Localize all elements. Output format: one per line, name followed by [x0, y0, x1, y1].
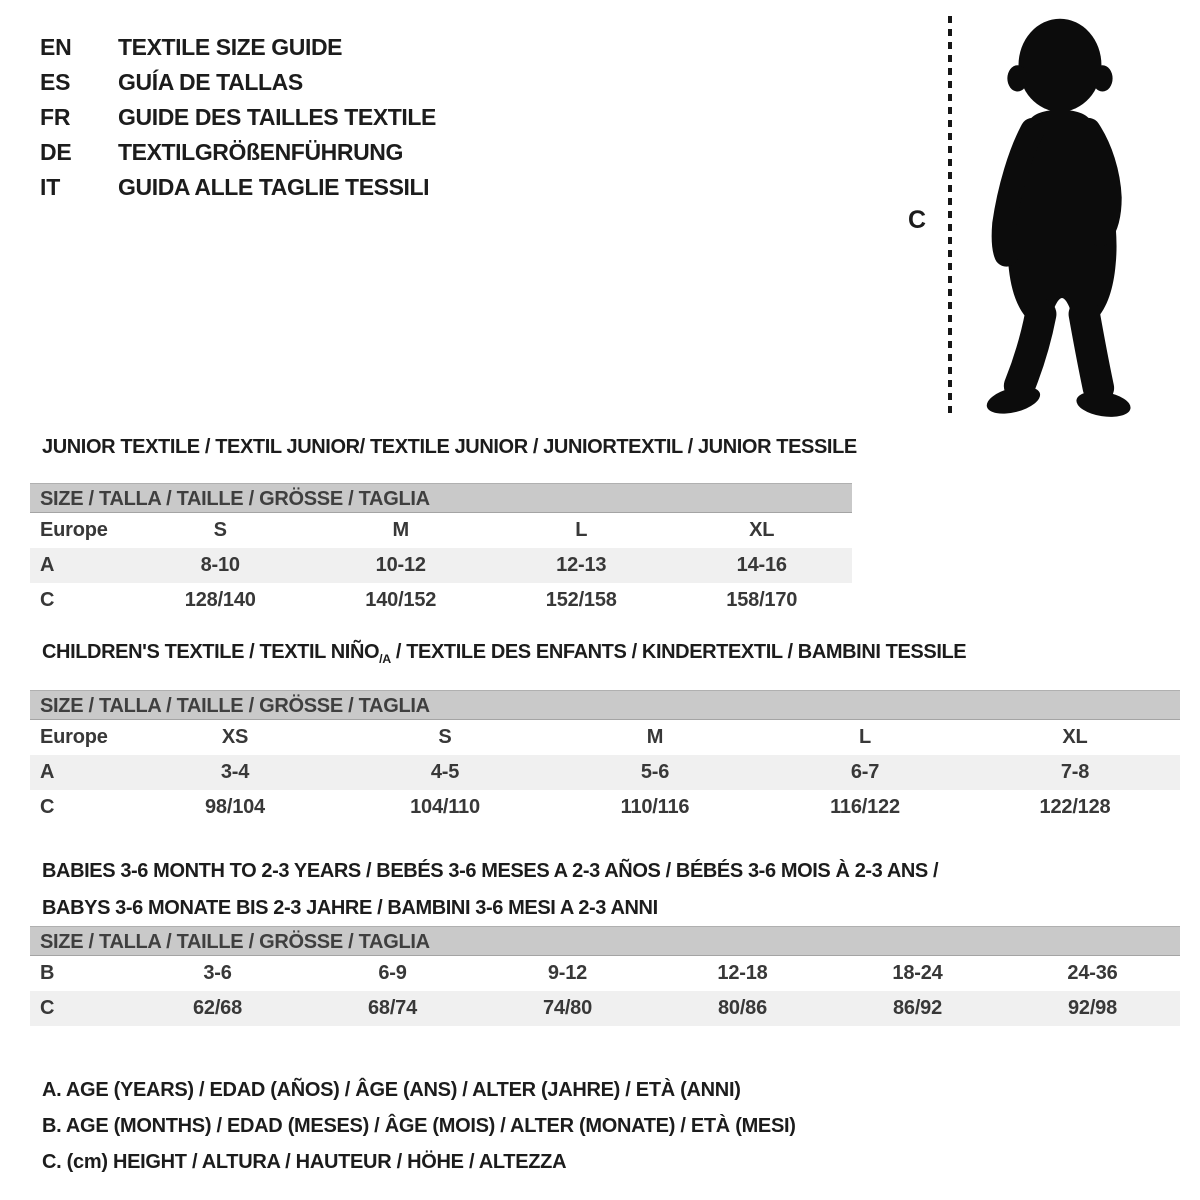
height-measure-line [948, 16, 952, 416]
table-cell: 92/98 [1067, 997, 1118, 1019]
children-heading-part1: CHILDREN'S TEXTILE / TEXTIL NIÑO [42, 641, 380, 663]
footnote: C. (cm) HEIGHT / ALTURA / HAUTEUR / HÖHE / ALTEZZA [42, 1151, 567, 1173]
table-cell: 104/110 [410, 796, 480, 818]
junior-section-heading: JUNIOR TEXTILE / TEXTIL JUNIOR/ TEXTILE JUNIOR / JUNIORTEXTIL / JUNIOR TESSILE [42, 436, 857, 458]
row-label: A [40, 761, 55, 783]
row-label: B [40, 962, 55, 984]
language-title: GUIDE DES TAILLES TEXTILE [118, 104, 436, 130]
table-row [30, 991, 1180, 1026]
table-cell: 74/80 [542, 997, 593, 1019]
table-cell: XL [1062, 726, 1088, 748]
language-title: GUIDA ALLE TAGLIE TESSILI [118, 174, 430, 200]
row-label: A [40, 554, 55, 576]
language-row [40, 65, 560, 100]
language-title: GUÍA DE TALLAS [118, 69, 303, 95]
table-cell: 140/152 [365, 589, 437, 611]
toddler-silhouette-icon [976, 14, 1148, 420]
table-cell: L [858, 726, 872, 748]
table-cell: 62/68 [192, 997, 243, 1019]
table-cell: 68/74 [367, 997, 418, 1019]
row-label: Europe [40, 519, 108, 541]
footnote: A. AGE (YEARS) / EDAD (AÑOS) / ÂGE (ANS) / ALTER (JAHRE) / ETÀ (ANNI) [42, 1079, 741, 1101]
table-cell: XS [221, 726, 249, 748]
table-cell: 6-9 [378, 962, 407, 984]
table-cell: 9-12 [547, 962, 588, 984]
language-row [40, 135, 560, 170]
footnotes [42, 1072, 796, 1180]
table-cell: 3-4 [220, 761, 250, 783]
junior-size-table [30, 483, 852, 618]
height-measure-label: C [908, 206, 926, 234]
language-code: FR [40, 104, 71, 130]
row-label: C [40, 589, 55, 611]
table-cell: 86/92 [892, 997, 943, 1019]
table-size-header: SIZE / TALLA / TAILLE / GRÖSSE / TAGLIA [30, 690, 1180, 720]
table-cell: 4-5 [430, 761, 460, 783]
table-row [30, 513, 852, 548]
children-heading-part2: / TEXTILE DES ENFANTS / KINDERTEXTIL / BAMBINI TESSILE [390, 641, 967, 663]
children-heading-subscript: /A [379, 652, 391, 666]
row-label: C [40, 796, 55, 818]
table-cell: 18-24 [892, 962, 943, 984]
table-row [30, 956, 1180, 991]
babies-size-table [30, 926, 1180, 1026]
table-cell: 10-12 [375, 554, 426, 576]
babies-heading-line1: BABIES 3-6 MONTH TO 2-3 YEARS / BEBÉS 3-6 MESES A 2-3 AÑOS / BÉBÉS 3-6 MOIS À 2-3 ANS / [42, 860, 939, 882]
language-title: TEXTILE SIZE GUIDE [118, 34, 343, 60]
footnote: B. AGE (MONTHS) / EDAD (MESES) / ÂGE (MOIS) / ALTER (MONATE) / ETÀ (MESI) [42, 1115, 796, 1137]
language-code: EN [40, 34, 72, 60]
table-cell: 24-36 [1067, 962, 1118, 984]
table-cell: 12-18 [717, 962, 768, 984]
table-cell: 3-6 [203, 962, 232, 984]
language-title: TEXTILGRÖßENFÜHRUNG [118, 139, 403, 165]
language-row [40, 100, 560, 135]
table-cell: 110/116 [620, 796, 690, 818]
table-cell: M [392, 519, 409, 541]
table-row [30, 790, 1180, 825]
table-row [30, 720, 1180, 755]
table-cell: 128/140 [184, 589, 256, 611]
table-cell: S [438, 726, 452, 748]
table-row [30, 583, 852, 618]
table-cell: 80/86 [717, 997, 768, 1019]
table-cell: XL [749, 519, 775, 541]
table-cell: 7-8 [1060, 761, 1090, 783]
table-cell: 116/122 [830, 796, 900, 818]
table-cell: 6-7 [850, 761, 880, 783]
table-cell: L [575, 519, 588, 541]
table-size-header: SIZE / TALLA / TAILLE / GRÖSSE / TAGLIA [30, 483, 852, 513]
babies-heading-line2: BABYS 3-6 MONATE BIS 2-3 JAHRE / BAMBINI 3-6 MESI A 2-3 ANNI [42, 897, 658, 919]
table-cell: 158/170 [726, 589, 798, 611]
table-cell: 8-10 [200, 554, 240, 576]
children-size-table [30, 690, 1180, 825]
babies-section-heading [42, 853, 938, 927]
language-row [40, 170, 560, 205]
row-label: C [40, 997, 55, 1019]
table-cell: 12-13 [556, 554, 607, 576]
table-cell: 122/128 [1039, 796, 1111, 818]
language-row [40, 30, 560, 65]
children-section-heading [42, 641, 966, 670]
table-cell: M [646, 726, 664, 748]
table-cell: S [213, 519, 227, 541]
language-code: IT [40, 174, 61, 200]
language-code: DE [40, 139, 72, 165]
row-label: Europe [40, 726, 108, 748]
table-cell: 14-16 [736, 554, 787, 576]
table-cell: 98/104 [205, 796, 265, 818]
language-code: ES [40, 69, 71, 95]
table-size-header: SIZE / TALLA / TAILLE / GRÖSSE / TAGLIA [30, 926, 1180, 956]
table-cell: 5-6 [640, 761, 670, 783]
language-title-list [40, 30, 560, 205]
table-row [30, 755, 1180, 790]
table-cell: 152/158 [545, 589, 617, 611]
table-row [30, 548, 852, 583]
